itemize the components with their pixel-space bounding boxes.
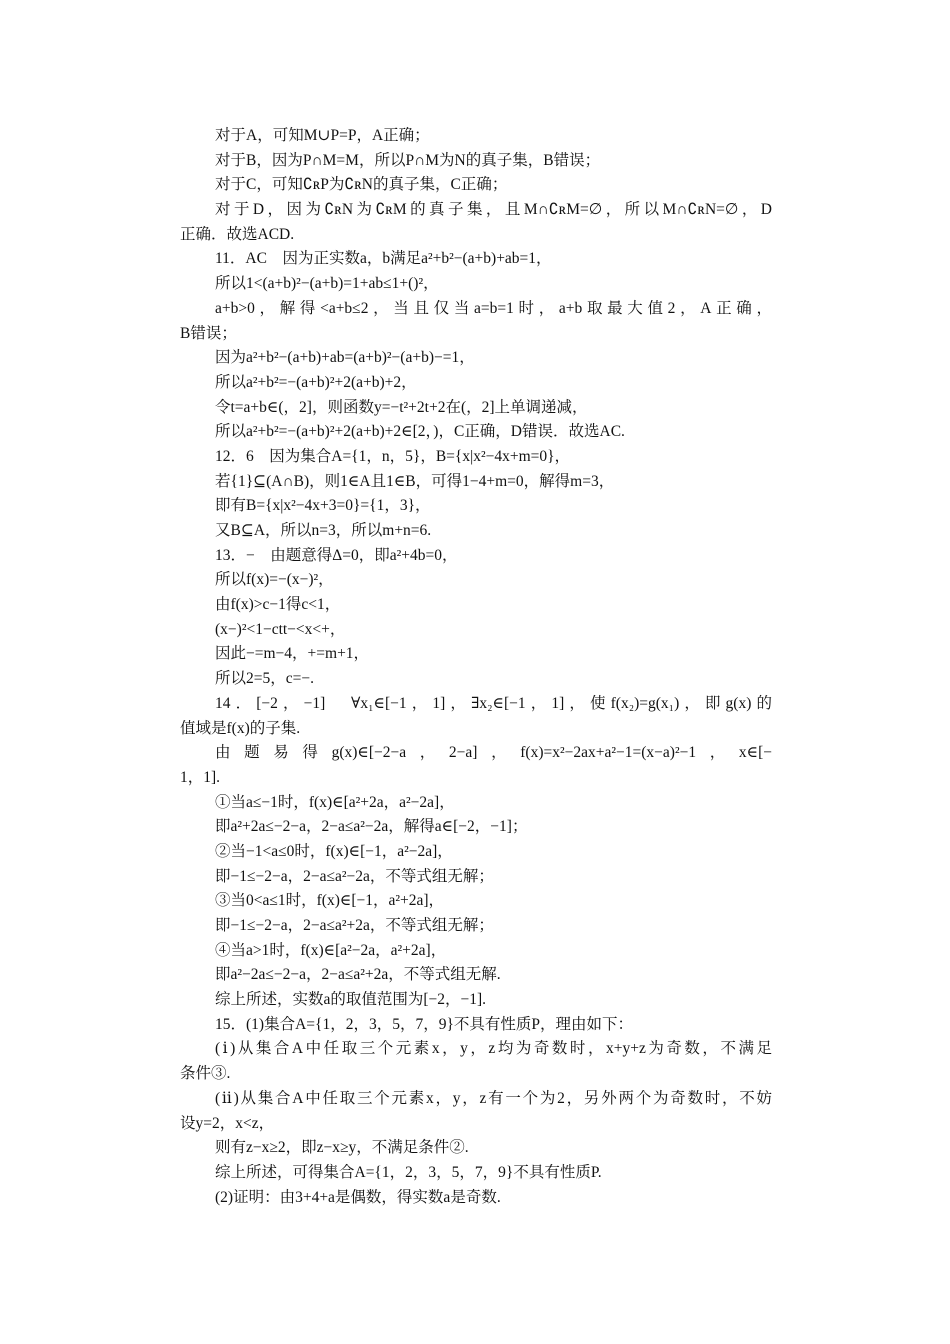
text-line: 所以2=5，c=−. xyxy=(215,670,314,688)
text-line: 对于B，因为P∩M=M，所以P∩M为N的真子集，B错误； xyxy=(215,151,601,169)
text-line: 即−1≤−2−a，2−a≤a²+2a，不等式组无解； xyxy=(215,917,494,934)
text-line: 由题易得g(x)∈[−2−a，2−a]，f(x)=x²−2ax+a²−1=(x−a)²−1，x∈[− xyxy=(215,744,772,762)
text-line: 设y=2，x<z， xyxy=(180,1114,275,1132)
text-line: 由f(x)>c−1得c<1， xyxy=(215,596,341,614)
text-line: 所以1<(a+b)²−(a+b)=1+ab≤1+()²， xyxy=(215,275,439,293)
text-line: (ⅰ)从集合A中任取三个元素x，y，z均为奇数时，x+y+z为奇数，不满足 xyxy=(215,1040,772,1058)
text-line: 11．AC 因为正实数a，b满足a²+b²−(a+b)+ab=1， xyxy=(215,250,552,268)
text-line: 15．(1)集合A={1，2，3，5，7，9}不具有性质P，理由如下： xyxy=(215,1015,634,1033)
text-line: 又B⊆A，所以n=3，所以m+n=6. xyxy=(215,522,432,539)
text-line: 对于A，可知M∪P=P，A正确； xyxy=(215,127,430,144)
text-line: ②当−1<a≤0时，f(x)∈[−1，a²−2a]， xyxy=(215,842,453,860)
text-line: 条件③. xyxy=(180,1065,231,1083)
text-line: 令t=a+b∈(，2]，则函数y=−t²+2t+2在(，2]上单调递减， xyxy=(215,398,588,416)
text-line: 14．[−2，−1] ∀x₁∈[−1，1]，∃x₂∈[−1，1]，使f(x₂)=g(x₁)，即g(x)的 xyxy=(215,694,772,712)
text-line: 即a²+2a≤−2−a，2−a≤a²−2a，解得a∈[−2，−1]； xyxy=(215,818,528,836)
text-line: 所以a²+b²=−(a+b)²+2(a+b)+2∈[2，)，C正确，D错误．故选AC. xyxy=(215,423,625,441)
text-line: ④当a>1时，f(x)∈[a²−2a，a²+2a]， xyxy=(215,941,447,959)
text-line: 即有B={x|x²−4x+3=0}={1，3}， xyxy=(215,497,431,515)
text-line: 则有z−x≥2，即z−x≥y，不满足条件②. xyxy=(215,1139,469,1157)
document-page xyxy=(180,124,772,1210)
text-line: 综上所述，可得集合A={1，2，3，5，7，9}不具有性质P. xyxy=(215,1163,602,1181)
text-line: ③当0<a≤1时，f(x)∈[−1，a²+2a]， xyxy=(215,892,445,910)
text-line: 对于C，可知∁ʀP为∁ʀN的真子集，C正确； xyxy=(215,176,508,194)
text-line: (ⅱ)从集合A中任取三个元素x，y，z有一个为2，另外两个为奇数时，不妨 xyxy=(215,1089,772,1107)
text-line: (x−)²<1−ctt−<x<+， xyxy=(215,620,346,638)
text-line: 即a²−2a≤−2−a，2−a≤a²+2a，不等式组无解. xyxy=(215,966,501,984)
text-line: 因此−=m−4，+=m+1， xyxy=(215,645,370,663)
text-line: 正确．故选ACD. xyxy=(180,225,295,243)
text-line: 所以f(x)=−(x−)²， xyxy=(215,571,334,589)
text-line: 对于D，因为∁ʀN为∁ʀM的真子集，且M∩∁ʀM=∅，所以M∩∁ʀN=∅，D xyxy=(215,201,772,219)
text-line: 若{1}⊆(A∩B)，则1∈A且1∈B，可得1−4+m=0，解得m=3， xyxy=(215,472,615,490)
text-line: 即−1≤−2−a，2−a≤a²−2a，不等式组无解； xyxy=(215,867,494,885)
text-line: B错误； xyxy=(180,324,237,342)
text-line: 1，1]. xyxy=(180,768,221,786)
text-line: 所以a²+b²=−(a+b)²+2(a+b)+2， xyxy=(215,373,417,391)
text-line: 12．6 因为集合A={1，n，5}，B={x|x²−4x+m=0}， xyxy=(215,447,571,465)
text-line: (2)证明：由3+4+a是偶数，得实数a是奇数. xyxy=(215,1188,501,1206)
text-line: ①当a≤−1时，f(x)∈[a²+2a，a²−2a]， xyxy=(215,793,455,811)
text-line: 13．− 由题意得Δ=0，即a²+4b=0， xyxy=(215,546,458,564)
text-line: a+b>0，解得<a+b≤2，当且仅当a=b=1时，a+b取最大值2，A正确， xyxy=(215,299,772,317)
text-line: 综上所述，实数a的取值范围为[−2，−1]. xyxy=(215,991,487,1009)
text-line: 值域是f(x)的子集. xyxy=(180,719,301,737)
text-line: 因为a²+b²−(a+b)+ab=(a+b)²−(a+b)−=1， xyxy=(215,349,475,367)
